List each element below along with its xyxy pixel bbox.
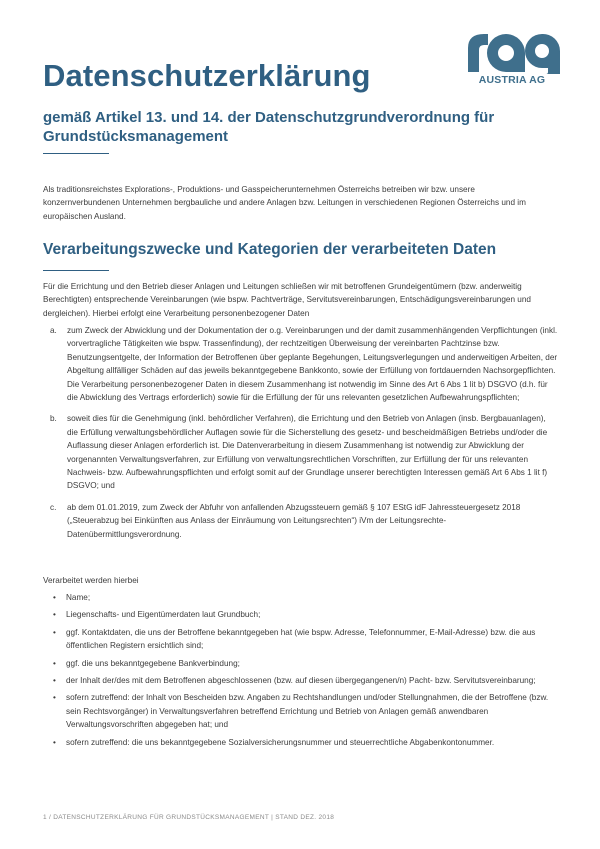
list-item-text: Name; bbox=[66, 593, 91, 602]
bullet-icon: • bbox=[53, 658, 56, 668]
purpose-text: zum Zweck der Abwicklung und der Dokumentation der o.g. Vereinbarungen und der damit zusammenhängenden Verpflichtungen (inkl. vorvertragliche Tätigkeiten wie bspw. Trassenfindung), der rechtzeitigen Überweisung der vereinbarten Pachtzinse bzw. Benutzungsentgelte, der Information der Betroffenen über geplante Begehungen, Leitungsverlegungen und anderweitigen Arbeiten, der Abgeltung allfälliger Schäden auf das jeweils bekanntgegebene Bankkonto, sowie der Erfüllung von fortdauernden Nachsorgepflichten. Die Verarbeitung personenbezogener Daten in diesem Zusammenhang ist notwendig im Sinne des Art 6 Abs 1 lit b) DSGVO (d.h. für die Abwicklung des Vertrags erforderlich) sowie für die Erfüllung der für uns relevanten gesetzlichen Aufbewahrungspflichten; bbox=[67, 326, 558, 403]
list-item-text: Liegenschafts- und Eigentümerdaten laut Grundbuch; bbox=[66, 610, 261, 620]
page-footer: 1 / DATENSCHUTZERKLÄRUNG FÜR GRUNDSTÜCKSMANAGEMENT | STAND DEZ. 2018 bbox=[43, 814, 335, 821]
bullet-icon: • bbox=[53, 693, 56, 703]
page-subtitle: gemäß Artikel 13. und 14. der Datenschutzgrundverordnung für Grundstücksmanagement bbox=[43, 109, 495, 145]
section-heading: Verarbeitungszwecke und Kategorien der verarbeiteten Daten bbox=[43, 241, 497, 258]
bullet-icon: • bbox=[53, 593, 56, 602]
bullet-icon: • bbox=[53, 610, 56, 620]
intro-paragraph: Als traditionsreichstes Explorations-, Produktions- und Gasspeicherunternehmen Österreichs betreiben wir bzw. unsere konzernverbundenen Unternehmen bergbauliche und andere Anlagen bzw. Leitungen in verschiedenen Regionen Österreichs und im europäischen Ausland. bbox=[43, 185, 526, 221]
data-items-list bbox=[50, 591, 555, 753]
list-item-text: sofern zutreffend: die uns bekanntgegebene Sozialversicherungsnummer und steuerrechtliche Abgabenkontonummer. bbox=[66, 737, 495, 747]
bullet-icon: • bbox=[53, 676, 56, 686]
list-item bbox=[50, 608, 555, 621]
purpose-marker: c. bbox=[50, 502, 57, 512]
list-item-text: der Inhalt der/des mit dem Betroffenen abgeschlossenen (bzw. auf diesen übergegangenen/n) Pacht- bzw. Servitutsvereinbarung; bbox=[66, 676, 536, 686]
purpose-marker: b. bbox=[50, 414, 57, 424]
list-item-text: ggf. die uns bekanntgegebene Bankverbindung; bbox=[66, 658, 240, 668]
list-item bbox=[50, 736, 555, 749]
purpose-item bbox=[50, 501, 558, 541]
purpose-item bbox=[50, 324, 558, 404]
purposes-list bbox=[50, 324, 558, 549]
list-item bbox=[50, 657, 555, 670]
page-title: Datenschutzerklärung bbox=[43, 58, 371, 93]
purpose-marker: a. bbox=[50, 326, 57, 335]
list-item bbox=[50, 591, 555, 604]
list-item-text: ggf. Kontaktdaten, die uns der Betroffene bekanntgegeben hat (wie bspw. Adresse, Telefonnummer, E-Mail-Adresse) bzw. die aus öffentlichen Registern ersichtlich sind; bbox=[66, 627, 536, 651]
rag-logo-mark bbox=[462, 28, 562, 74]
purpose-text: ab dem 01.01.2019, zum Zweck der Abfuhr von anfallenden Abzugssteuern gemäß § 107 EStG idF Jahressteuergesetz 2018 („Steuerabzug bei Einkünften aus Anlass der Einräumung von Leitungsrechten“) iVm der Leitungsrechte- Datenübermittlungsverordnung. bbox=[67, 502, 521, 539]
company-logo bbox=[462, 28, 562, 90]
title-divider bbox=[43, 153, 109, 154]
purpose-item bbox=[50, 412, 558, 492]
logo-subtitle: AUSTRIA AG bbox=[478, 74, 546, 86]
list-item bbox=[50, 626, 555, 653]
processed-label: Verarbeitet werden hierbei bbox=[43, 576, 139, 585]
list-item bbox=[50, 674, 555, 687]
bullet-icon: • bbox=[53, 737, 56, 747]
list-item bbox=[50, 691, 555, 731]
list-item-text: sofern zutreffend: der Inhalt von Bescheiden bzw. Angaben zu Rechtshandlungen und/oder Stellungnahmen, die der Betroffene (bzw. sein Rechtsvorgänger) in Verwaltungsverfahren betreffend Errichtung und Betrieb von Anlagen gemäß anwendbaren Verwaltungsvorschriften abgegeben hat; und bbox=[66, 693, 549, 730]
section-divider bbox=[43, 270, 109, 271]
section-paragraph: Für die Errichtung und den Betrieb dieser Anlagen und Leitungen schließen wir mit betroffenen Grundeigentümern (bzw. anderweitig Berechtigten) entsprechende Vereinbarungen (wie bspw. Pachtverträge, Servitutsvereinbarungen, Entschädigungsvereinbarungen und dergleichen). Hierbei erfolgt eine Verarbeitung personenbezogener Daten bbox=[43, 282, 531, 318]
bullet-icon: • bbox=[53, 627, 56, 637]
purpose-text: soweit dies für die Genehmigung (inkl. behördlicher Verfahren), die Errichtung und den Betrieb von Anlagen (insb. Bergbauanlagen), die Erfüllung verwaltungsbehördlicher Auflagen sowie für die Sicherstellung des gesetz- und bescheidmäßigen Betriebs und/oder die Auflassung dieser Anlagen erforderlich ist. Die Datenverarbeitung in diesem Zusammenhang ist notwendig zur Abwicklung der vorgenannten Verwaltungsverfahren, zur Erfüllung von verwaltungsrechtlichen Vorschriften, zur Erfüllung der für uns relevanten Nachweis- bzw. Aufbewahrungspflichten und erfolgt somit auf der Grundlage unserer berechtigten Interessen gemäß Art 6 Abs 1 lit f) DSGVO; und bbox=[67, 414, 548, 491]
